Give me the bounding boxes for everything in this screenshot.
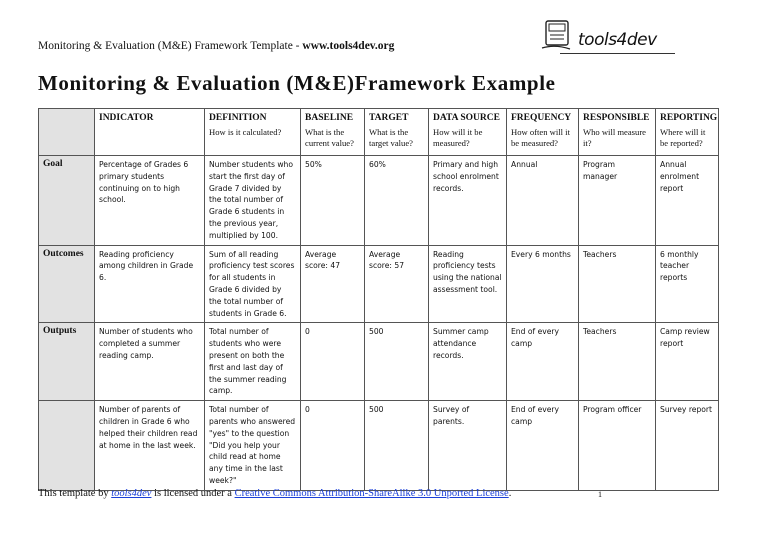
- table-cell: Annual: [507, 156, 579, 246]
- page-number: 1: [598, 490, 602, 499]
- logo-underline: [560, 53, 675, 54]
- table-cell: Survey report: [656, 401, 719, 491]
- table-cell: Every 6 months: [507, 245, 579, 323]
- table-cell: End of every camp: [507, 323, 579, 401]
- column-header-target: TARGET What is the target value?: [365, 109, 429, 156]
- table-cell: 60%: [365, 156, 429, 246]
- table-cell: Reading proficiency tests using the national assessment tool.: [429, 245, 507, 323]
- row-head-outcomes: Outcomes: [39, 245, 95, 323]
- table-cell: Primary and high school enrolment records.: [429, 156, 507, 246]
- framework-table: [38, 108, 719, 491]
- row-head-goal: Goal: [39, 156, 95, 246]
- license-link[interactable]: Creative Commons Attribution-ShareAlike 3.0 Unported License: [234, 488, 509, 499]
- table-cell: Camp review report: [656, 323, 719, 401]
- header-title: Monitoring & Evaluation (M&E) Framework Template -: [38, 40, 303, 52]
- table-cell: End of every camp: [507, 401, 579, 491]
- logo-text: tools4dev: [578, 30, 657, 50]
- table-cell: Number of students who completed a summer reading camp.: [95, 323, 205, 401]
- author-link[interactable]: tools4dev: [111, 488, 152, 499]
- table-cell: Reading proficiency among children in Grade 6.: [95, 245, 205, 323]
- table-row-goal: [39, 156, 719, 246]
- license-footer: [38, 488, 511, 499]
- table-header-row: [39, 109, 719, 156]
- table-row-outputs: [39, 323, 719, 401]
- page-title: Monitoring & Evaluation (M&E)Framework Example: [38, 71, 556, 95]
- table-cell: Number of parents of children in Grade 6 who helped their children read at home in the last week.: [95, 401, 205, 491]
- footer-suffix: .: [508, 488, 512, 499]
- table-cell: Annual enrolment report: [656, 156, 719, 246]
- footer-middle: is licensed under a: [151, 488, 235, 499]
- table-row-outputs-2: [39, 401, 719, 491]
- table-cell: Total number of students who were present on both the first and last day of the summer reading camp.: [205, 323, 301, 401]
- table-cell: Program officer: [579, 401, 656, 491]
- table-cell: Program manager: [579, 156, 656, 246]
- table-cell: 0: [301, 323, 365, 401]
- column-header-definition: DEFINITION How is it calculated?: [205, 109, 301, 156]
- footer-prefix: This template by: [38, 488, 112, 499]
- table-cell: 6 monthly teacher reports: [656, 245, 719, 323]
- table-cell: 500: [365, 401, 429, 491]
- table-cell: Total number of parents who answered "yes" to the question "Did you help your child read at home any time in the last week?": [205, 401, 301, 491]
- table-cell: 50%: [301, 156, 365, 246]
- column-header-indicator: INDICATOR: [95, 109, 205, 156]
- table-cell: Percentage of Grades 6 primary students continuing on to high school.: [95, 156, 205, 246]
- column-header-reporting: REPORTING Where will it be reported?: [656, 109, 719, 156]
- column-header-responsible: RESPONSIBLE Who will measure it?: [579, 109, 656, 156]
- row-head-empty: [39, 401, 95, 491]
- column-header-frequency: FREQUENCY How often will it be measured?: [507, 109, 579, 156]
- table-cell: Survey of parents.: [429, 401, 507, 491]
- column-header-baseline: BASELINE What is the current value?: [301, 109, 365, 156]
- header-site: www.tools4dev.org: [302, 40, 395, 52]
- table-cell: Teachers: [579, 245, 656, 323]
- table-cell: Summer camp attendance records.: [429, 323, 507, 401]
- table-cell: 0: [301, 401, 365, 491]
- table-cell: Average score: 57: [365, 245, 429, 323]
- table-cell: 500: [365, 323, 429, 401]
- table-cell: Sum of all reading proficiency test scores for all students in Grade 6 divided by the total number of students in Grade 6.: [205, 245, 301, 323]
- column-header-data-source: DATA SOURCE How will it be measured?: [429, 109, 507, 156]
- table-row-outcomes: [39, 245, 719, 323]
- row-head-outputs: Outputs: [39, 323, 95, 401]
- table-cell: Teachers: [579, 323, 656, 401]
- header-corner-cell: [39, 109, 95, 156]
- table-cell: Average score: 47: [301, 245, 365, 323]
- document-header: [38, 40, 394, 52]
- table-cell: Number students who start the first day of Grade 7 divided by the total number of Grade 6 students in the previous year, multiplied by 100.: [205, 156, 301, 246]
